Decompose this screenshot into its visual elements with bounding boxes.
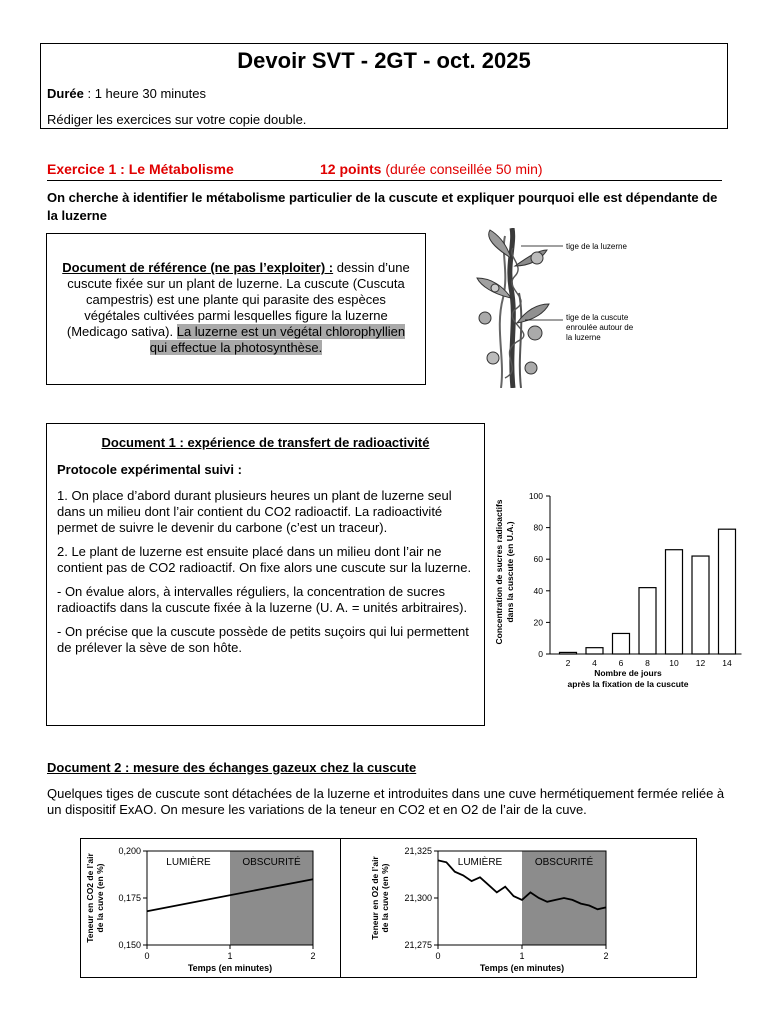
cuscute-drawing xyxy=(465,228,710,388)
o2-chart xyxy=(342,839,696,977)
co2-y-label: Teneur en CO2 de l’air xyxy=(85,853,95,943)
co2-y-label: de la cuve (en %) xyxy=(95,863,105,933)
o2-x-tick-label: 0 xyxy=(435,951,441,961)
doc1-title: Document 1 : expérience de transfert de radioactivité xyxy=(101,435,430,450)
bar-xlabel-2: après la fixation de la cuscute xyxy=(567,679,689,689)
bar-y-tick-label: 100 xyxy=(528,491,543,501)
co2-y-tick-label: 0,150 xyxy=(118,940,141,950)
co2-y-tick-label: 0,200 xyxy=(118,846,141,856)
document-1 xyxy=(46,423,485,726)
o2-y-tick-label: 21,275 xyxy=(404,940,432,950)
exercise-heading xyxy=(47,161,722,181)
doc1-step-4: - On précise que la cuscute possède de petits suçoirs qui lui permettent de prélever la sève de son hôte. xyxy=(57,624,469,655)
o2-y-tick-label: 21,300 xyxy=(404,893,432,903)
duration-label: Durée xyxy=(47,86,84,101)
bar-x-tick-label: 12 xyxy=(695,658,706,668)
o2-y-tick-label: 21,325 xyxy=(404,846,432,856)
exercise-intro: On cherche à identifier le métabolisme particulier de la cuscute et expliquer pourquoi elle est dépendante de la luzerne xyxy=(47,190,718,223)
doc1-step-2: 2. Le plant de luzerne est ensuite placé dans un milieu dont l’air ne contient pas de CO2 radioactif. On fixe alors une cuscute sur la luzerne. xyxy=(57,544,472,575)
bar-layer xyxy=(529,491,742,668)
bar-y-tick-label: 20 xyxy=(533,617,543,628)
reference-document xyxy=(46,233,426,385)
bar-x-tick-label: 10 xyxy=(669,658,679,668)
o2-dark-label: OBSCURITÉ xyxy=(534,857,594,868)
doc2-title: Document 2 : mesure des échanges gazeux chez la cuscute xyxy=(47,760,417,775)
co2-x-label: Temps (en minutes) xyxy=(187,963,273,973)
points-duration: (durée conseillée 50 min) xyxy=(381,161,543,177)
exercise-points xyxy=(320,161,543,177)
bar-x-tick-label: 6 xyxy=(618,658,624,668)
doc1-step-3: - On évalue alors, à intervalles réguliers, la concentration de sucres radioactifs dans la cuscute fixée à la luzerne (U. A. = unités arbitraires). xyxy=(57,584,468,615)
page-title: Devoir SVT - 2GT - oct. 2025 xyxy=(237,48,531,73)
o2-light-label: LUMIÈRE xyxy=(457,857,503,868)
duration-value: : 1 heure 30 minutes xyxy=(83,86,206,101)
bar xyxy=(692,556,709,654)
co2-x-tick-label: 2 xyxy=(310,951,316,961)
reference-highlight: La luzerne est un végétal chlorophyllien qui effectue la photosynthèse. xyxy=(149,324,406,355)
bar-x-tick-label: 14 xyxy=(722,658,732,668)
o2-y-label: Teneur en O2 de l’air xyxy=(370,856,380,940)
bar xyxy=(586,648,603,654)
o2-x-tick-label: 1 xyxy=(519,951,525,961)
o2-x-label: Temps (en minutes) xyxy=(479,963,565,973)
bar xyxy=(719,529,736,654)
bar-ylabel-1: Concentration de sucres radioactifs xyxy=(494,499,504,645)
bar xyxy=(613,633,630,654)
bar-x-tick-label: 2 xyxy=(565,658,571,668)
duration-line xyxy=(47,86,206,101)
reference-text: dessin d’une cuscute fixée sur un plant de luzerne. La cuscute (Cuscuta campestris) est une plante qui parasite des espèces végétales cultivées parmi lesquelles figure la luzerne (Medicago sativa). xyxy=(66,260,410,339)
bar-y-tick-label: 0 xyxy=(538,649,543,659)
bar-x-tick-label: 4 xyxy=(592,658,597,668)
plant-illustration xyxy=(477,228,563,388)
bar-chart xyxy=(490,488,760,693)
bar-y-tick-label: 80 xyxy=(533,522,543,533)
co2-light-label: LUMIÈRE xyxy=(166,857,211,868)
co2-dark-label: OBSCURITÉ xyxy=(242,857,301,868)
o2-x-tick-label: 2 xyxy=(603,951,609,961)
co2-x-tick-label: 0 xyxy=(144,951,150,961)
co2-chart xyxy=(81,839,339,977)
bar-y-tick-label: 60 xyxy=(533,554,543,565)
points-value: 12 points xyxy=(320,161,382,177)
bar xyxy=(666,550,683,654)
bar-xlabel-1: Nombre de jours xyxy=(594,668,662,678)
doc2-text: Quelques tiges de cuscute sont détachées de la luzerne et introduites dans une cuve hermétiquement fermée reliée à un dispositif ExAO. On mesure les variations de la teneur en CO2 et en O2 de l’air de la cuve. xyxy=(47,786,725,817)
co2-y-tick-label: 0,175 xyxy=(118,893,141,903)
bar-x-tick-label: 8 xyxy=(645,658,650,668)
bar xyxy=(560,652,577,654)
exercise-title: Exercice 1 : Le Métabolisme xyxy=(47,161,234,177)
doc1-protocol-title: Protocole expérimental suivi : xyxy=(57,462,242,477)
label-cuscute-3: la luzerne xyxy=(566,333,601,342)
bar-ylabel-2: dans la cuscute (en U.A.) xyxy=(505,521,515,623)
doc1-step-1: 1. On place d’abord durant plusieurs heures un plant de luzerne seul dans un milieu dont l’air contient du CO2 radioactif. La radioactivité permet de suivre le devenir du carbone (c’est un traceur). xyxy=(57,488,452,535)
instruction: Rédiger les exercices sur votre copie double. xyxy=(47,112,307,127)
label-stem: tige de la luzerne xyxy=(566,242,627,251)
label-cuscute-1: tige de la cuscute xyxy=(566,313,629,322)
reference-title: Document de référence (ne pas l’exploiter) : xyxy=(62,260,334,275)
header-box xyxy=(40,43,728,129)
bar xyxy=(639,588,656,654)
co2-x-tick-label: 1 xyxy=(227,951,233,961)
o2-y-label: de la cuve (en %) xyxy=(380,863,390,933)
gas-charts-divider xyxy=(340,838,341,978)
bar-y-tick-label: 40 xyxy=(533,585,543,596)
label-cuscute-2: enroulée autour de xyxy=(566,323,634,332)
